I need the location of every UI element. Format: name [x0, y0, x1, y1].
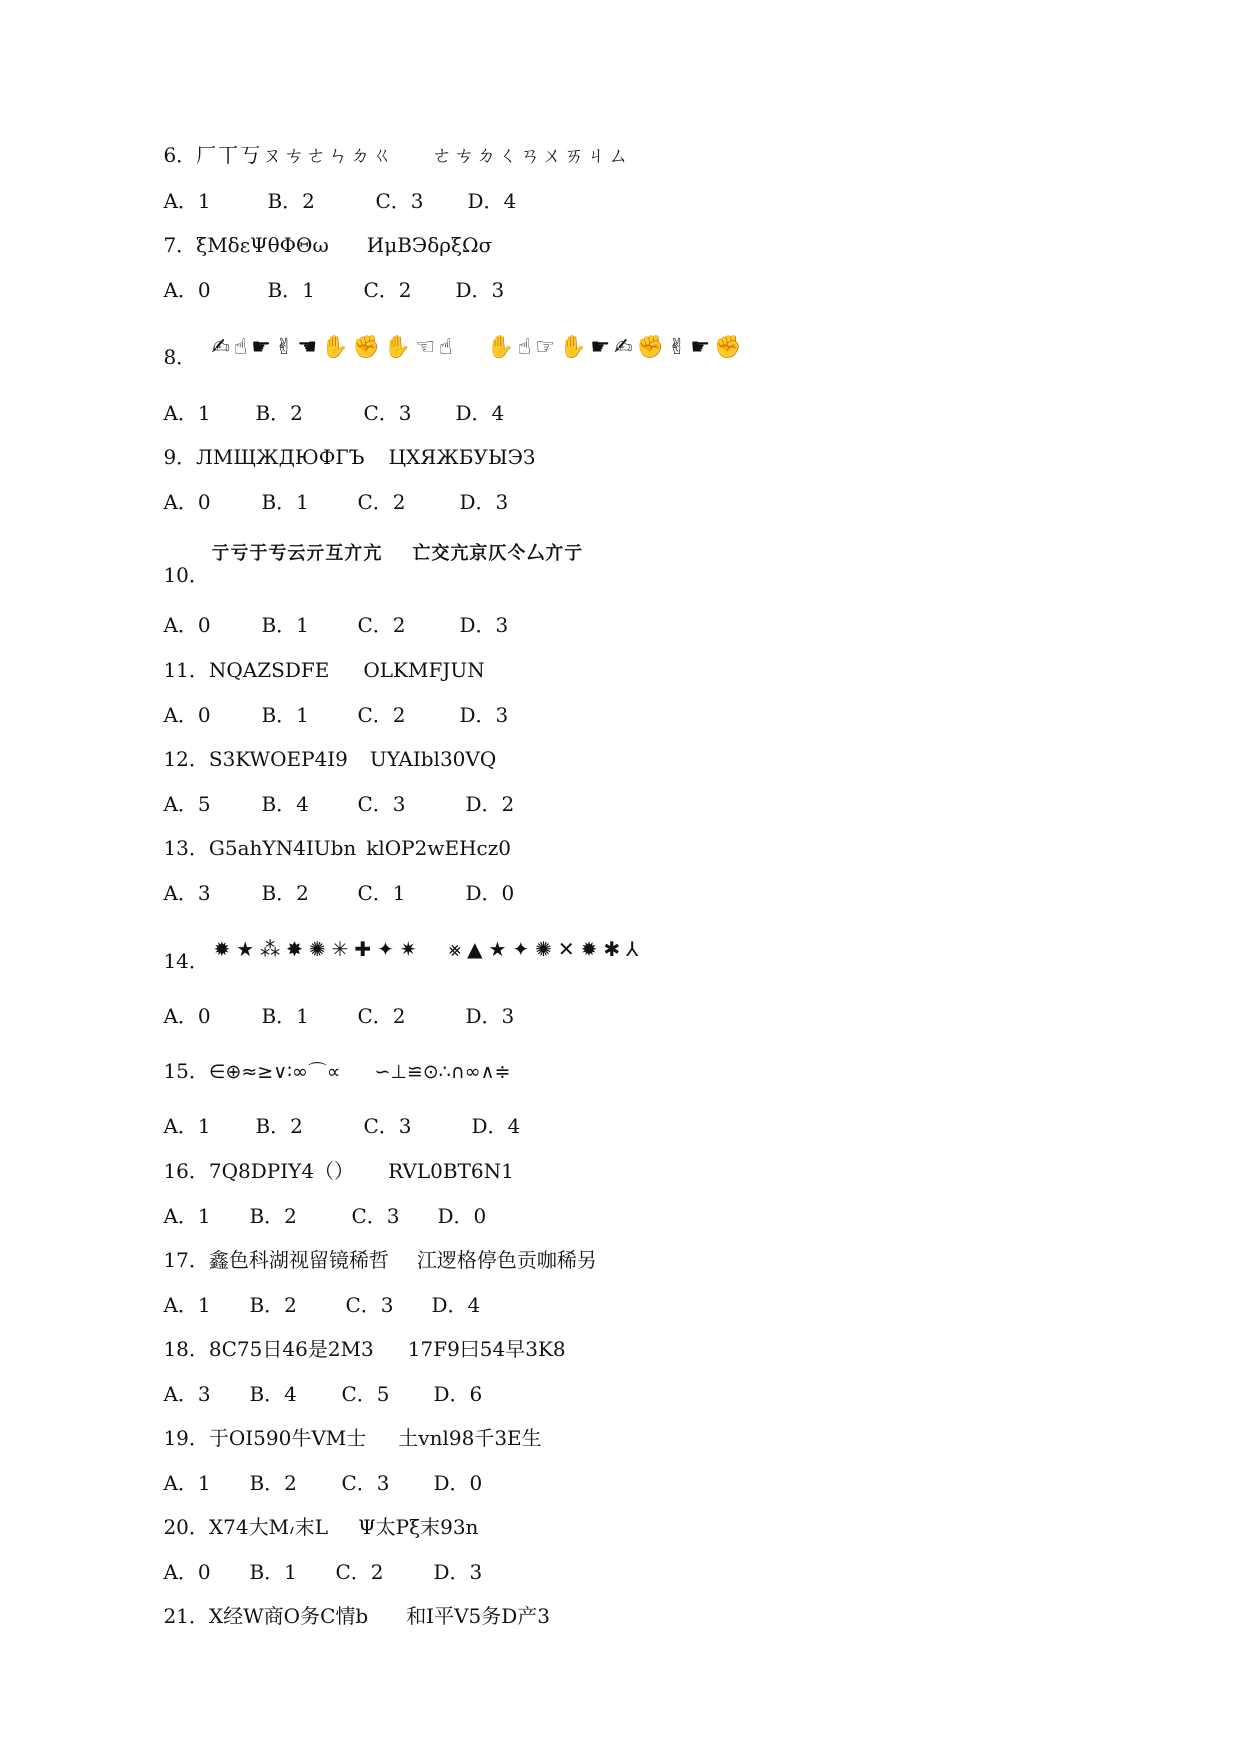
question-left-sequence: X经W商O务C情b: [208, 1604, 369, 1628]
question-number: 8．: [163, 345, 197, 369]
question-left-sequence: NQAZSDFE: [208, 658, 330, 682]
option-a: A．0: [163, 490, 211, 514]
question-left-sequence: X74大M៸末L: [208, 1515, 329, 1539]
question-right-sequence: 和I平V5务D产3: [406, 1604, 551, 1628]
option-a: A．3: [163, 1382, 211, 1406]
option-c: C．2: [357, 703, 406, 727]
option-c: C．3: [345, 1293, 394, 1317]
option-d: D．4: [431, 1293, 481, 1317]
option-c: C．3: [363, 401, 412, 425]
question-number: 14．: [163, 949, 209, 973]
question-left-sequence: ✍☝☛✌☚✋✊✋☜☝: [211, 335, 457, 360]
option-a: A．0: [163, 703, 211, 727]
question-number: 11．: [163, 658, 209, 682]
option-a: A．1: [163, 1293, 211, 1317]
option-b: B．2: [249, 1293, 297, 1317]
option-a: A．1: [163, 1471, 211, 1495]
question-number: 21．: [163, 1604, 209, 1628]
option-b: B．1: [261, 703, 309, 727]
option-d: D．3: [459, 703, 509, 727]
question-right-sequence: 17F9曰54早3K8: [407, 1337, 566, 1361]
option-c: C．3: [363, 1114, 412, 1138]
option-b: B．1: [261, 1004, 309, 1028]
option-b: B．2: [249, 1204, 297, 1228]
option-a: A．3: [163, 881, 211, 905]
question-number: 16．: [163, 1159, 209, 1183]
question-number: 6．: [163, 143, 197, 167]
option-d: D．3: [455, 278, 505, 302]
option-c: C．2: [357, 1004, 406, 1028]
question-21: [138, 1577, 550, 1655]
option-b: B．1: [261, 490, 309, 514]
question-number: 9．: [163, 445, 197, 469]
option-b: B．1: [249, 1560, 297, 1584]
option-a: A．5: [163, 792, 211, 816]
option-a: A．0: [163, 278, 211, 302]
option-c: C．2: [363, 278, 412, 302]
option-c: C．1: [357, 881, 406, 905]
question-number: 18．: [163, 1337, 209, 1361]
question-left-sequence: 7Q8DPIY4（）: [208, 1159, 355, 1183]
question-number: 15．: [163, 1059, 209, 1083]
question-number: 7．: [163, 233, 197, 257]
question-right-sequence: klOP2wEHcz0: [366, 836, 511, 860]
question-left-sequence: 于OI590牛VM士: [208, 1426, 367, 1450]
option-c: C．3: [351, 1204, 400, 1228]
option-c: C．5: [341, 1382, 390, 1406]
option-a: A．1: [163, 401, 211, 425]
option-a: A．0: [163, 1560, 211, 1584]
option-a: A．1: [163, 1204, 211, 1228]
option-c: C．2: [357, 490, 406, 514]
question-right-sequence: ЦХЯЖБУЫЭЗ: [388, 445, 536, 469]
question-number: 10．: [163, 563, 209, 587]
option-d: D．3: [465, 1004, 515, 1028]
question-right-sequence: 土vnl98千3E生: [398, 1426, 542, 1450]
option-c: C．2: [357, 613, 406, 637]
question-right-sequence: OLKMFJUN: [363, 658, 485, 682]
question-right-sequence: UYAIbl30VQ: [369, 747, 497, 771]
option-d: D．0: [437, 1204, 487, 1228]
question-left-sequence: ∈⊕≈≥∨∶∞⌒∝: [208, 1061, 341, 1083]
option-b: B．2: [267, 189, 315, 213]
question-left-sequence: G5ahYN4IUbn: [208, 836, 357, 860]
question-left-sequence: 厂丅丂ㄡㄘㄜㄣㄉㄍ: [196, 143, 395, 167]
option-d: D．3: [433, 1560, 483, 1584]
question-left-sequence: ЛМЩЖДЮФГЪ: [196, 445, 365, 469]
option-a: A．1: [163, 189, 211, 213]
option-b: B．2: [249, 1471, 297, 1495]
option-b: B．4: [261, 792, 309, 816]
question-right-sequence: ИμBЭδρξΩσ: [366, 233, 493, 257]
question-10-glyph-row: [186, 513, 583, 593]
question-right-sequence: RVL0BT6N1: [388, 1159, 514, 1183]
question-right-sequence: Ψ太Pξ末93n: [358, 1515, 479, 1539]
option-d: D．0: [465, 881, 515, 905]
question-number: 19．: [163, 1426, 209, 1450]
option-b: B．4: [249, 1382, 297, 1406]
option-d: D．6: [433, 1382, 483, 1406]
question-number: 17．: [163, 1248, 209, 1272]
question-left-sequence: 鑫色科湖视留镜稀哲: [208, 1248, 389, 1272]
question-number: 12．: [163, 747, 209, 771]
option-c: C．2: [335, 1560, 384, 1584]
option-b: B．1: [261, 613, 309, 637]
option-d: D．0: [433, 1471, 483, 1495]
option-c: C．3: [375, 189, 424, 213]
question-right-sequence: ∽⊥≌⊙∴∩∞∧≑: [374, 1061, 511, 1083]
option-d: D．3: [459, 490, 509, 514]
option-d: D．4: [455, 401, 505, 425]
option-b: B．1: [267, 278, 315, 302]
option-a: A．1: [163, 1114, 211, 1138]
option-c: C．3: [357, 792, 406, 816]
question-left-sequence: S3KWOEP4I9: [208, 747, 348, 771]
question-number: 13．: [163, 836, 209, 860]
option-b: B．2: [261, 881, 309, 905]
option-b: B．2: [255, 1114, 303, 1138]
option-a: A．0: [163, 613, 211, 637]
question-left-sequence: ✹★⁂✸✺✳✚✦✷: [213, 937, 423, 961]
option-d: D．4: [467, 189, 517, 213]
option-d: D．2: [465, 792, 515, 816]
option-d: D．3: [459, 613, 509, 637]
option-c: C．3: [341, 1471, 390, 1495]
question-right-sequence: 江逻格停色贡咖稀另: [416, 1248, 597, 1272]
question-left-sequence: 8C75日46是2M3: [208, 1337, 374, 1361]
question-left-sequence: ξMδεΨθΦΘω: [196, 233, 329, 257]
question-right-sequence: 亡交亢京仄仒厶亣亍: [412, 543, 584, 564]
question-number: 20．: [163, 1515, 209, 1539]
question-right-sequence: ✋☝☞✋☛✍✊✌☛✊: [486, 335, 746, 360]
question-right-sequence: ⨳▲★✦✺✕✹✱⅄: [448, 937, 645, 961]
question-left-sequence: 亍亏于亐云亓互亣亢: [211, 543, 383, 564]
question-right-sequence: ㄜㄘㄉㄑㄢㄨㄞㄐㄙ: [432, 143, 631, 167]
option-a: A．0: [163, 1004, 211, 1028]
option-d: D．4: [471, 1114, 521, 1138]
option-b: B．2: [255, 401, 303, 425]
